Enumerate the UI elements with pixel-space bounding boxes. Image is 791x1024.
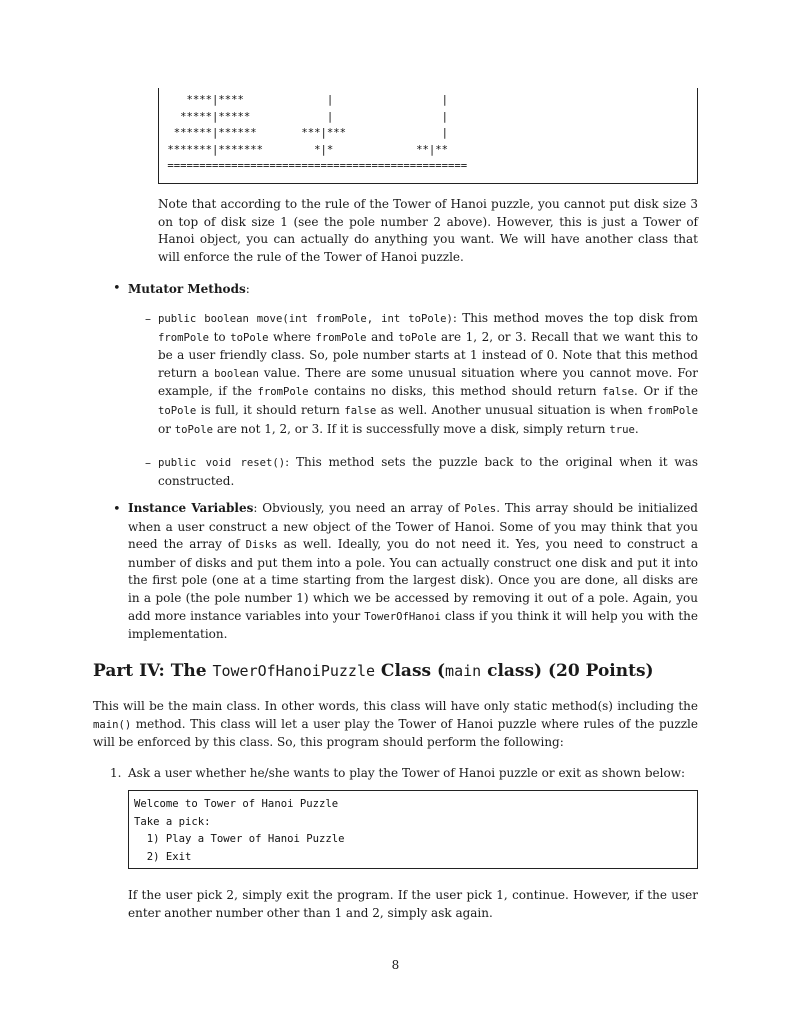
bullet-instance: • [113, 502, 121, 517]
move-c1: fromPole [158, 331, 210, 344]
heading-suffix: class) (20 Points) [481, 661, 654, 681]
step-1-text: Ask a user whether he/she wants to play the Tower of Hanoi puzzle or exit as shown below: [128, 766, 686, 780]
move-t13: . [634, 421, 639, 436]
step-1-number: 1. [110, 766, 122, 780]
menu-output-text: Welcome to Tower of Hanoi Puzzle Take a pick: 1) Play a Tower of Hanoi Puzzle 2) Exit [134, 798, 345, 863]
move-c12: true [609, 423, 635, 436]
move-t6: value. There are some unusual situation where you cannot move. For example, if the [158, 365, 698, 399]
bullet-mutator: • [113, 281, 121, 296]
instance-t2: . This array should be initialized when a user construct a new object of the Tower of Hanoi. Some of you may think that you need the array of [128, 501, 698, 552]
mutator-colon: : [245, 282, 250, 296]
move-c5: boolean [214, 367, 259, 380]
heading-code2: main [445, 662, 482, 680]
part-iv-intro [93, 698, 698, 752]
section-heading-part-iv [93, 661, 654, 681]
menu-output-box [128, 790, 698, 869]
move-c6: fromPole [257, 386, 309, 399]
move-t5: are 1, 2, or 3. Recall that we want this to be a user friendly class. So, pole number starts at 1 instead of 0. Note that this method return a [158, 329, 698, 380]
tower-display-box [158, 88, 698, 184]
move-c11: toPole [174, 423, 214, 436]
heading-code: TowerOfHanoiPuzzle [212, 662, 376, 680]
move-t8: . Or if the [633, 384, 699, 399]
heading-prefix: Part IV: The [93, 661, 213, 681]
intro-t1: This will be the main class. In other words, this class will have only static method(s) including the [93, 699, 698, 713]
instance-c1: Poles [464, 503, 497, 515]
instance-c2: Disks [245, 539, 278, 552]
move-c7: false [602, 386, 634, 399]
move-t12: are not 1, 2, or 3. If it is successfully move a disk, simply return [213, 421, 610, 436]
after-menu-paragraph: If the user pick 2, simply exit the program. If the user pick 1, continue. However, if the user enter another number other than 1 and 2, simply ask again. [128, 888, 698, 920]
instance-t4: class if you think it will help you with the implementation. [128, 608, 698, 642]
move-c10: fromPole [646, 404, 698, 417]
move-t9: is full, it should return [196, 402, 345, 417]
move-c3: fromPole [315, 331, 367, 344]
move-c8: toPole [158, 404, 197, 417]
instance-t3: as well. Ideally, you do not need it. Yes, you need to construct a number of disks and put them into a pole. You can actually construct one disk and put it into the first pole (one at a time starting from the largest disk). Once you are done, all disks are in a pole (the pole number 1) which we be accessed by removing it out of a pole. Again, you add more instance variables into your [128, 537, 698, 623]
move-method-description [158, 310, 698, 439]
move-t7: contains no disks, this method should return [308, 384, 603, 399]
dash-move: – [145, 312, 151, 326]
instance-label: Instance Variables [128, 501, 254, 515]
move-t1: : This method moves the top disk from [452, 311, 698, 325]
move-t4: and [366, 329, 399, 344]
intro-c1: main() [93, 718, 132, 731]
instance-t1: : Obviously, you need an array of [253, 501, 465, 515]
move-c9: false [344, 404, 377, 417]
move-c2: toPole [230, 331, 269, 344]
page-number: 8 [391, 958, 400, 972]
heading-middle: Class ( [375, 661, 446, 681]
reset-method-description [158, 454, 698, 490]
move-t3: where [268, 329, 316, 344]
move-signature: public boolean move(int fromPole, int toPole) [158, 313, 453, 325]
move-t11: or [158, 421, 175, 436]
intro-t2: method. This class will let a user play the Tower of Hanoi puzzle where rules of the puzzle will be enforced by this class. So, this program should perform the following: [93, 716, 698, 750]
move-c4: toPole [398, 331, 437, 344]
reset-signature: public void reset() [158, 457, 286, 469]
move-t10: as well. Another unusual situation is when [376, 402, 647, 417]
reset-text: : This method sets the puzzle back to the original when it was constructed. [158, 455, 698, 488]
note-paragraph: Note that according to the rule of the Tower of Hanoi puzzle, you cannot put disk size 3 on top of disk size 1 (see the pole number 2 above). However, this is just a Tower of Hanoi object, you can actually do anything you want. We will have another class that will enforce the rule of the Tower of Hanoi puzzle. [158, 197, 698, 264]
instance-variables-paragraph [128, 500, 698, 644]
move-t2: to [209, 329, 231, 344]
mutator-label: Mutator Methods [128, 282, 246, 296]
instance-c3: TowerOfHanoi [364, 610, 441, 623]
dash-reset: – [145, 456, 151, 470]
mutator-heading [128, 281, 698, 299]
tower-display-text: ****|**** | | *****|***** | | ******|****** ***|*** | *******|******* *|* **|** =============================================== [167, 94, 468, 172]
